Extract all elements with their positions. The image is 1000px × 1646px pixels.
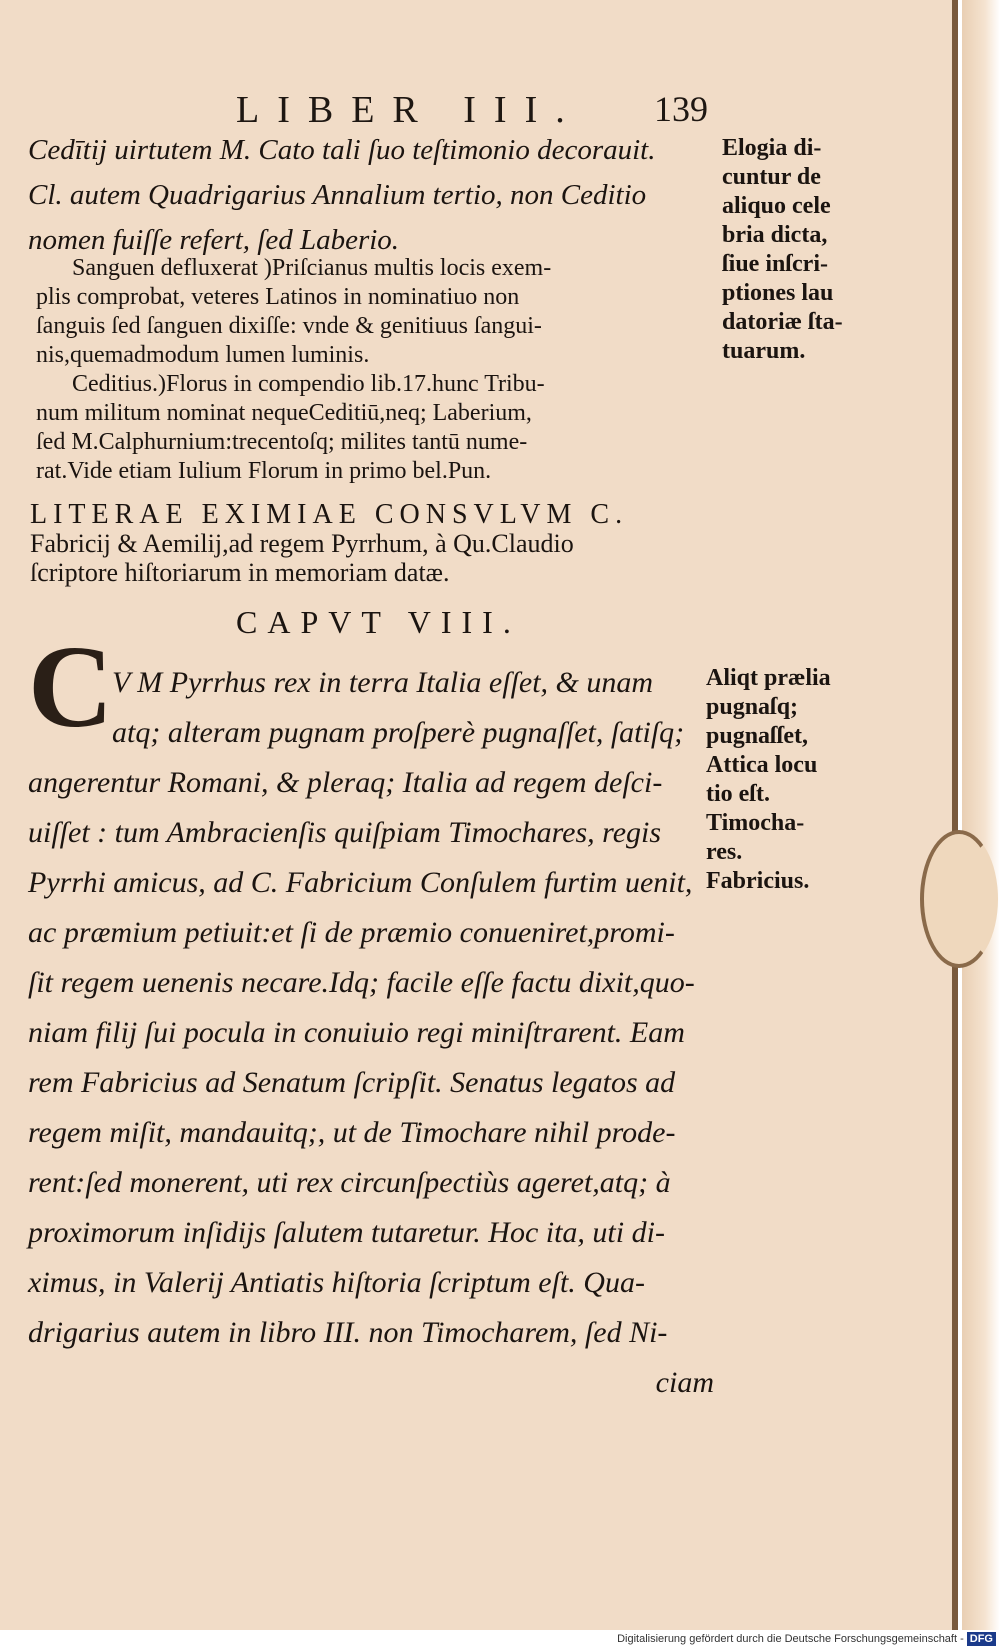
margin-note-line: Attica locu bbox=[706, 752, 818, 778]
margin-note-line: pugnaſſet, bbox=[706, 723, 809, 749]
text-line: ſed M.Calphurnium:trecentoſq; milites tantū nume- bbox=[36, 429, 528, 455]
margin-note-line: pugnaſq; bbox=[706, 694, 799, 720]
text-line: plis comprobat, veteres Latinos in nominatiuo non bbox=[36, 284, 520, 310]
page-tab-notch bbox=[920, 830, 998, 968]
text-line: Cl. autem Quadrigarius Annalium tertio, non Ceditio bbox=[28, 179, 647, 211]
section-heading-line: LITERAE EXIMIAE CONSVLVM C. bbox=[30, 499, 629, 530]
text-line: proximorum inſidijs ſalutem tutaretur. Hoc ita, uti di- bbox=[28, 1216, 665, 1249]
margin-note-line: ptiones lau bbox=[722, 280, 834, 306]
margin-note-line: cuntur de bbox=[722, 164, 821, 190]
margin-note-line: Timocha- bbox=[706, 810, 805, 836]
section-heading-line: Fabricij & Aemilij,ad regem Pyrrhum, à Qu.Claudio bbox=[30, 529, 574, 558]
text-line: num militum nominat nequeCeditiū,neq; Laberium, bbox=[36, 400, 532, 426]
section-heading-line: ſcriptore hiſtoriarum in memoriam datæ. bbox=[30, 558, 450, 587]
text-line: rent:ſed monerent, uti rex circunſpectiùs ageret,atq; à bbox=[28, 1166, 671, 1199]
text-line: Sanguen defluxerat )Priſcianus multis locis exem- bbox=[72, 255, 552, 281]
chapter-body bbox=[28, 658, 718, 1408]
text-line: uiſſet : tum Ambracienſis quiſpiam Timochares, regis bbox=[28, 816, 662, 849]
text-line: ac præmium petiuit:et ſi de præmio conueniret,promi- bbox=[28, 916, 675, 949]
text-line: atq; alteram pugnam proſperè pugnaſſet, ſatiſq; bbox=[112, 716, 685, 749]
text-line: drigarius autem in libro III. non Timocharem, ſed Ni- bbox=[28, 1316, 668, 1349]
margin-note-line: tuarum. bbox=[722, 338, 806, 364]
text-line: angerentur Romani, & pleraq; Italia ad regem deſci- bbox=[28, 766, 663, 799]
running-head: LIBER III. bbox=[236, 89, 583, 131]
text-line: Pyrrhi amicus, ad C. Fabricium Conſulem furtim uenit, bbox=[28, 866, 693, 899]
page-edge bbox=[962, 0, 1000, 1630]
text-line: nomen fuiſſe refert, ſed Laberio. bbox=[28, 224, 400, 256]
drop-cap: C bbox=[28, 621, 114, 752]
margin-note-line: Aliqt prælia bbox=[706, 665, 831, 691]
digitization-footer bbox=[617, 1632, 996, 1646]
footer-text: Digitalisierung gefördert durch die Deutsche Forschungsgemeinschaft - bbox=[617, 1633, 964, 1645]
margin-note-pugnae bbox=[706, 664, 856, 896]
text-line: ſit regem uenenis necare.Idq; facile eſſe factu dixit,quo- bbox=[28, 966, 695, 999]
margin-note-line: datoriæ ſta- bbox=[722, 309, 843, 335]
text-line: ciam bbox=[655, 1366, 714, 1399]
text-line: ſanguis ſed ſanguen dixiſſe: vnde & genitiuus ſangui- bbox=[36, 313, 542, 339]
italic-intro bbox=[28, 128, 718, 263]
text-line: Cedītij uirtutem M. Cato tali ſuo teſtimonio decorauit. bbox=[28, 134, 656, 166]
notes-block bbox=[36, 254, 726, 486]
chapter-title: CAPVT VIII. bbox=[236, 604, 521, 640]
margin-note-line: bria dicta, bbox=[722, 222, 828, 248]
margin-note-line: res. bbox=[706, 839, 743, 865]
margin-note-elogia bbox=[722, 134, 872, 366]
text-line: ximus, in Valerij Antiatis hiſtoria ſcriptum eſt. Qua- bbox=[28, 1266, 645, 1299]
text-line: rat.Vide etiam Iulium Florum in primo bel.Pun. bbox=[36, 458, 492, 484]
dfg-logo: DFG bbox=[967, 1632, 996, 1646]
text-line: rem Fabricius ad Senatum ſcripſit. Senatus legatos ad bbox=[28, 1066, 676, 1099]
margin-note-line: Elogia di- bbox=[722, 135, 822, 161]
section-heading bbox=[30, 500, 720, 587]
page-number: 139 bbox=[654, 89, 708, 129]
margin-note-line: ſiue inſcri- bbox=[722, 251, 828, 277]
margin-note-line: Fabricius. bbox=[706, 868, 810, 894]
text-line: nis,quemadmodum lumen luminis. bbox=[36, 342, 370, 368]
text-line: Ceditius.)Florus in compendio lib.17.hunc Tribu- bbox=[72, 371, 545, 397]
text-line: niam filij ſui pocula in conuiuio regi miniſtrarent. Eam bbox=[28, 1016, 685, 1049]
text-line: regem miſit, mandauitq;, ut de Timochare nihil prode- bbox=[28, 1116, 676, 1149]
margin-note-line: tio eſt. bbox=[706, 781, 770, 807]
margin-note-line: aliquo cele bbox=[722, 193, 831, 219]
text-line: V M Pyrrhus rex in terra Italia eſſet, & unam bbox=[112, 666, 654, 699]
